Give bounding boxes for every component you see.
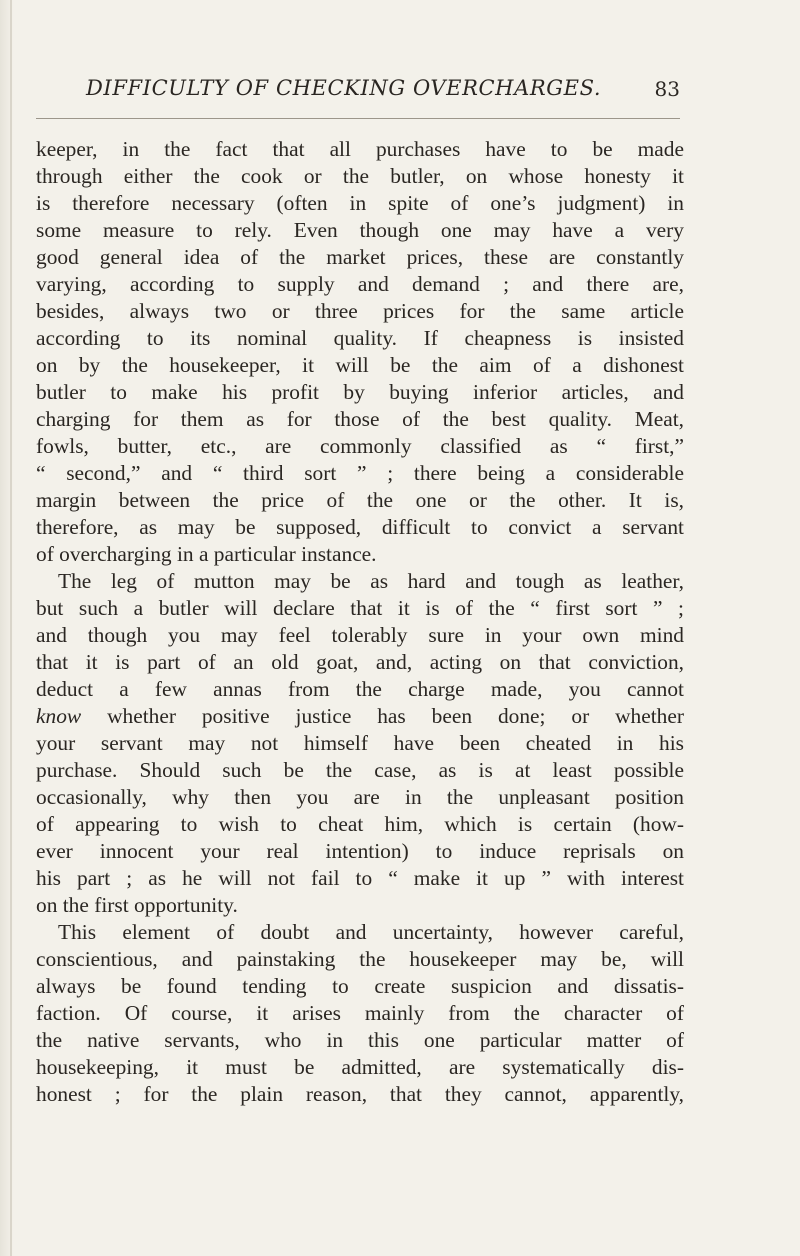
paragraph-first-line: The leg of mutton may be as hard and tough as leather, [58, 569, 684, 593]
text-line: varying, according to supply and demand ; and there are, [36, 272, 684, 296]
binding-edge-line [10, 0, 12, 1256]
text-line: of appearing to wish to cheat him, which is certain (how- [36, 812, 684, 836]
text-line: your servant may not himself have been cheated in his [36, 731, 684, 755]
text-line: “ second,” and “ third sort ” ; there being a considerable [36, 461, 684, 485]
text-line: conscientious, and painstaking the housekeeper may be, will [36, 947, 684, 971]
text-line: keeper, in the fact that all purchases have to be made [36, 137, 684, 161]
text-line: good general idea of the market prices, these are constantly [36, 245, 684, 269]
body-text [36, 136, 684, 1108]
text-line: occasionally, why then you are in the unpleasant position [36, 785, 684, 809]
text-line: through either the cook or the butler, on whose honesty it [36, 164, 684, 188]
text-line: but such a butler will declare that it is of the “ first sort ” ; [36, 596, 684, 620]
text-line: on by the housekeeper, it will be the aim of a dishonest [36, 353, 684, 377]
text-line-remainder: whether positive justice has been done; or whether [107, 704, 684, 728]
page-header [86, 76, 680, 108]
text-line: some measure to rely. Even though one may have a very [36, 218, 684, 242]
text-line: ever innocent your real intention) to induce reprisals on [36, 839, 684, 863]
text-line: purchase. Should such be the case, as is at least possible [36, 758, 684, 782]
text-line: charging for them as for those of the best quality. Meat, [36, 407, 684, 431]
text-line-with-emphasis [36, 703, 684, 730]
text-line: faction. Of course, it arises mainly from the character of [36, 1001, 684, 1025]
text-line: of overcharging in a particular instance. [36, 542, 377, 566]
running-head: DIFFICULTY OF CHECKING OVERCHARGES. [86, 76, 602, 100]
text-line: butler to make his profit by buying inferior articles, and [36, 380, 684, 404]
text-line: that it is part of an old goat, and, acting on that conviction, [36, 650, 684, 674]
text-line: always be found tending to create suspicion and dissatis- [36, 974, 684, 998]
text-line: and though you may feel tolerably sure in your own mind [36, 623, 684, 647]
text-line: fowls, butter, etc., are commonly classified as “ first,” [36, 434, 684, 458]
text-line: besides, always two or three prices for the same article [36, 299, 684, 323]
text-line: margin between the price of the one or the other. It is, [36, 488, 684, 512]
paragraph-first-line: This element of doubt and uncertainty, however careful, [58, 920, 684, 944]
page-number: 83 [654, 77, 680, 101]
text-line: honest ; for the plain reason, that they cannot, apparently, [36, 1082, 684, 1106]
text-line: the native servants, who in this one particular matter of [36, 1028, 684, 1052]
text-line: according to its nominal quality. If cheapness is insisted [36, 326, 684, 350]
text-line: his part ; as he will not fail to “ make it up ” with interest [36, 866, 684, 890]
header-rule [36, 118, 680, 119]
text-line: deduct a few annas from the charge made, you cannot [36, 677, 684, 701]
emphasized-word: know [36, 704, 82, 728]
text-line: therefore, as may be supposed, difficult to convict a servant [36, 515, 684, 539]
text-line: housekeeping, it must be admitted, are systematically dis- [36, 1055, 684, 1079]
text-line: on the first opportunity. [36, 893, 238, 917]
text-line: is therefore necessary (often in spite of one’s judgment) in [36, 191, 684, 215]
